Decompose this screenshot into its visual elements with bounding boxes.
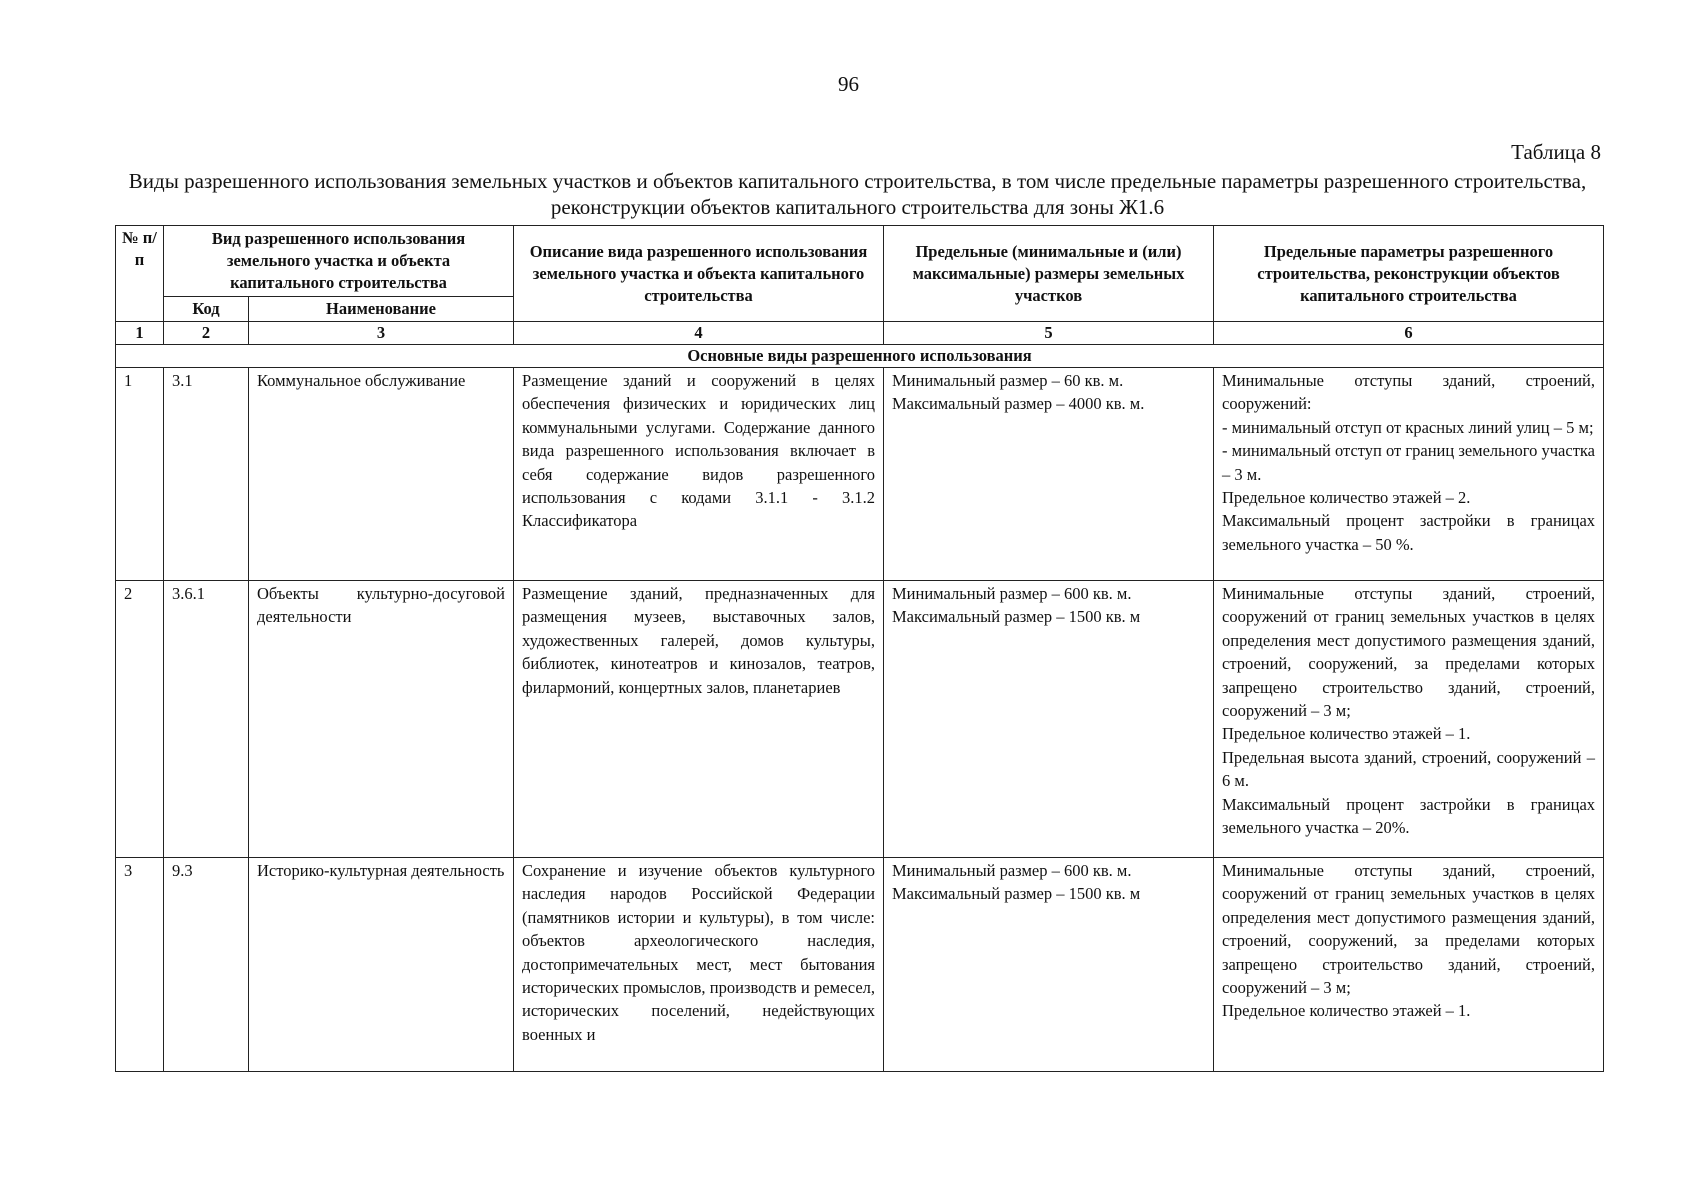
header-row bbox=[116, 226, 1604, 297]
zoning-table bbox=[115, 225, 1604, 1072]
param-line: Предельная высота зданий, строений, сооружений – 6 м. bbox=[1222, 747, 1596, 791]
column-number: 5 bbox=[884, 322, 1214, 345]
row-description-cell bbox=[514, 858, 884, 1072]
param-line: Минимальные отступы зданий, строений, сооружений от границ земельных участков в целях определения мест допустимого размещения зданий, строений, сооружений, за пределами которых запрещено строительство зданий, строений, сооружений – 3 м; bbox=[1222, 584, 1596, 721]
header-name: Наименование bbox=[249, 297, 514, 322]
row-code: 9.3 bbox=[164, 858, 249, 1072]
row-num: 1 bbox=[116, 368, 164, 581]
size-line: Минимальный размер – 600 кв. м. bbox=[892, 861, 1132, 880]
column-number: 3 bbox=[249, 322, 514, 345]
table-title: Виды разрешенного использования земельных участков и объектов капитального строительства, в том числе предельные параметры разрешенного строительства, реконструкции объектов капитального строительства для зоны Ж1.6 bbox=[128, 169, 1587, 219]
table-row bbox=[116, 368, 1604, 581]
param-line: - минимальный отступ от красных линий улиц – 5 м; bbox=[1222, 417, 1594, 437]
size-line: Минимальный размер – 600 кв. м. bbox=[892, 584, 1132, 603]
column-number-row bbox=[116, 322, 1604, 345]
table-row bbox=[116, 581, 1604, 858]
param-line: Предельное количество этажей – 1. bbox=[1222, 1001, 1471, 1021]
row-name: Объекты культурно-досуговой деятельности bbox=[249, 581, 514, 858]
section-row bbox=[116, 345, 1604, 368]
row-code: 3.6.1 bbox=[164, 581, 249, 858]
row-num: 3 bbox=[116, 858, 164, 1072]
row-params bbox=[1214, 858, 1604, 1072]
header-vid-group: Вид разрешенного использования земельного участка и объекта капитального строительства bbox=[164, 226, 514, 297]
param-line: Предельное количество этажей – 2. bbox=[1222, 488, 1471, 508]
header-params: Предельные параметры разрешенного строительства, реконструкции объектов капитального строительства bbox=[1214, 226, 1604, 322]
header-sizes: Предельные (минимальные и (или) максимальные) размеры земельных участков bbox=[884, 226, 1214, 322]
param-line: Максимальный процент застройки в границах земельного участка – 50 %. bbox=[1222, 511, 1596, 554]
header-code: Код bbox=[164, 297, 249, 322]
column-number: 6 bbox=[1214, 322, 1604, 345]
param-line: Минимальные отступы зданий, строений, сооружений: bbox=[1222, 371, 1596, 414]
row-sizes bbox=[884, 368, 1214, 581]
size-line: Максимальный размер – 1500 кв. м bbox=[892, 607, 1141, 627]
row-num: 2 bbox=[116, 581, 164, 858]
row-name: Коммунальное обслуживание bbox=[249, 368, 514, 581]
header-description: Описание вида разрешенного использования земельного участка и объекта капитального строительства bbox=[514, 226, 884, 322]
row-name: Историко-культурная деятельность bbox=[249, 858, 514, 1072]
param-line: Предельное количество этажей – 1. bbox=[1222, 724, 1471, 744]
page-number: 96 bbox=[838, 72, 859, 96]
column-number: 2 bbox=[164, 322, 249, 345]
param-line: Максимальный процент застройки в границах земельного участка – 20%. bbox=[1222, 794, 1596, 838]
param-line: - минимальный отступ от границ земельного участка – 3 м. bbox=[1222, 441, 1596, 484]
row-params bbox=[1214, 368, 1604, 581]
column-number: 1 bbox=[116, 322, 164, 345]
section-title: Основные виды разрешенного использования bbox=[116, 345, 1604, 368]
row-description: Размещение зданий, предназначенных для размещения музеев, выставочных залов, художественных галерей, домов культуры, библиотек, кинотеатров и кинозалов, театров, филармоний, концертных залов, планетариев bbox=[514, 581, 884, 858]
size-line: Максимальный размер – 4000 кв. м. bbox=[892, 394, 1145, 414]
header-num: № п/п bbox=[116, 226, 164, 322]
row-description: Размещение зданий и сооружений в целях обеспечения физических и юридических лиц коммунальными услугами. Содержание данного вида разрешенного использования включает в себя содержание видов разрешенного использования с кодами 3.1.1 - 3.1.2 Классификатора bbox=[514, 368, 884, 581]
row-code: 3.1 bbox=[164, 368, 249, 581]
size-line: Максимальный размер – 1500 кв. м bbox=[892, 884, 1141, 904]
row-sizes bbox=[884, 581, 1214, 858]
table-row bbox=[116, 858, 1604, 1072]
size-line: Минимальный размер – 60 кв. м. bbox=[892, 371, 1124, 390]
row-params bbox=[1214, 581, 1604, 858]
row-sizes bbox=[884, 858, 1214, 1072]
param-line: Минимальные отступы зданий, строений, сооружений от границ земельных участков в целях определения мест допустимого размещения зданий, строений, сооружений, за пределами которых запрещено строительство зданий, строений, сооружений – 3 м; bbox=[1222, 861, 1596, 998]
table-label: Таблица 8 bbox=[1511, 140, 1601, 164]
column-number: 4 bbox=[514, 322, 884, 345]
row-description: Сохранение и изучение объектов культурного наследия народов Российской Федерации (памятников истории и культуры), в том числе: объектов археологического наследия, достопримечательных мест, мест бытования исторических промыслов, производств и ремесел, исторических поселений, недействующих военных и bbox=[522, 861, 876, 1044]
